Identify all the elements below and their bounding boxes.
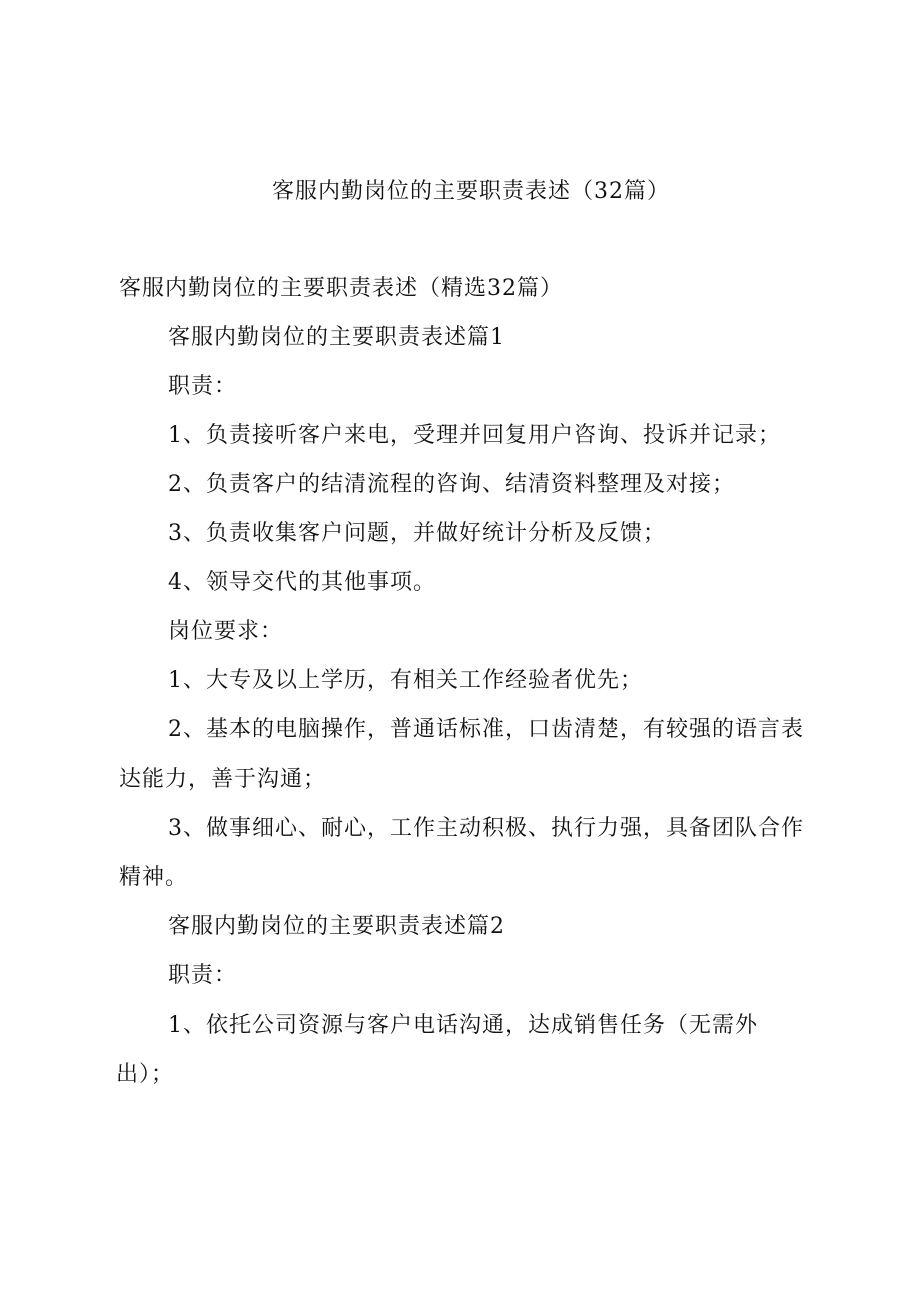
document-subtitle: 客服内勤岗位的主要职责表述（精选32篇）	[119, 276, 563, 301]
requirement-item: 2、基本的电脑操作，普通话标准，口齿清楚，有较强的语言表	[168, 717, 804, 742]
duty-item-continued: 出）；	[116, 1062, 175, 1087]
duty-item: 1、负责接听客户来电，受理并回复用户咨询、投诉并记录；	[168, 423, 781, 448]
requirement-item-continued: 达能力，善于沟通；	[119, 767, 327, 792]
requirement-item: 3、做事细心、耐心，工作主动积极、执行力强，具备团队合作	[168, 816, 804, 841]
duty-item: 3、负责收集客户问题，并做好统计分析及反馈；	[168, 521, 666, 546]
duties-label: 职责：	[168, 374, 238, 399]
requirement-item-continued: 精神。	[119, 865, 189, 890]
duty-item: 1、依托公司资源与客户电话沟通，达成销售任务（无需外	[168, 1013, 758, 1038]
section-heading: 客服内勤岗位的主要职责表述篇2	[168, 914, 505, 939]
requirement-item: 1、大专及以上学历，有相关工作经验者优先；	[168, 668, 643, 693]
duty-item: 4、领导交代的其他事项。	[168, 570, 436, 595]
section-heading: 客服内勤岗位的主要职责表述篇1	[168, 325, 505, 350]
document-title: 客服内勤岗位的主要职责表述（32篇）	[272, 179, 670, 204]
requirements-label: 岗位要求：	[168, 619, 284, 644]
duties-label: 职责：	[168, 963, 238, 988]
duty-item: 2、负责客户的结清流程的咨询、结清资料整理及对接；	[168, 472, 735, 497]
